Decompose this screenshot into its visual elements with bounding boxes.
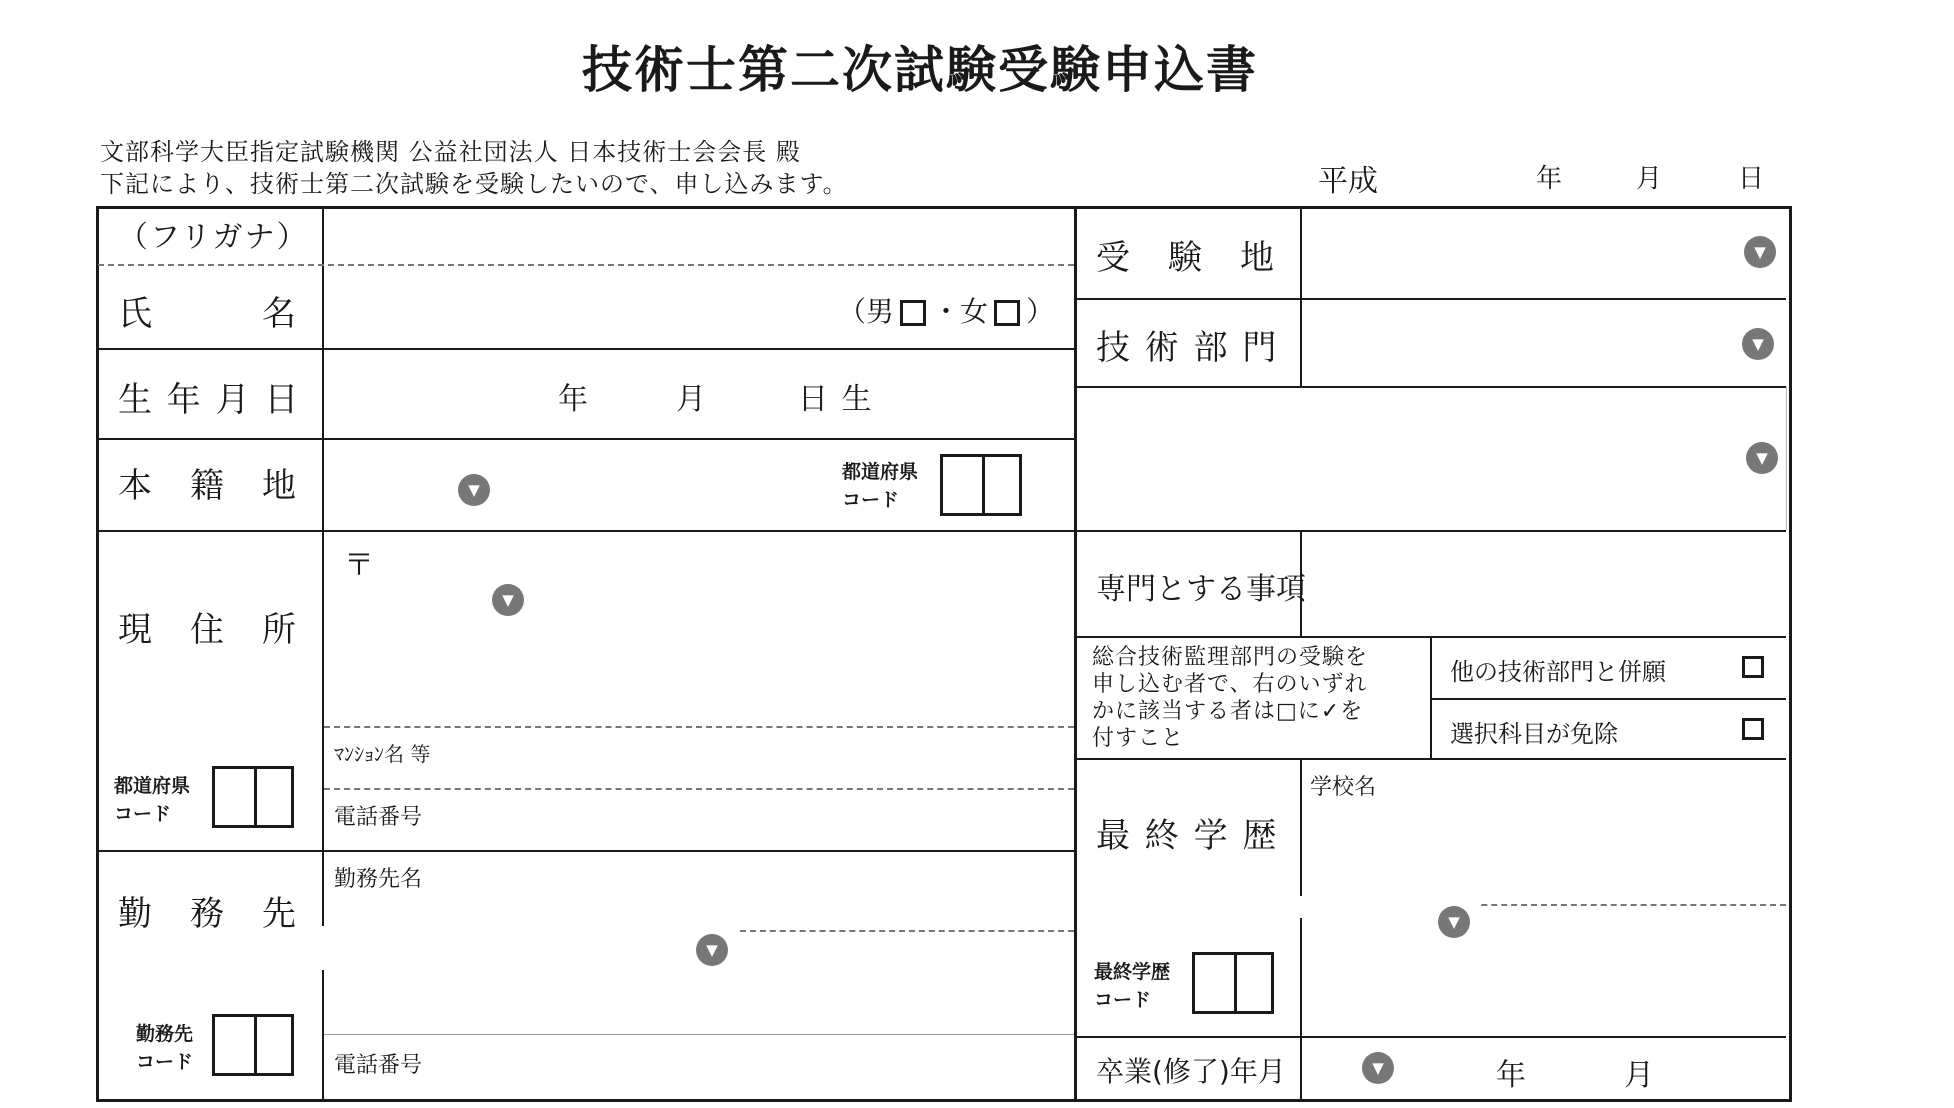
graduation-month-label: 月 xyxy=(1624,1058,1656,1093)
work-label: 勤 務 先 xyxy=(118,894,298,934)
graduation-dropdown-icon[interactable]: ▼ xyxy=(1362,1052,1394,1084)
honseki-code-label xyxy=(842,458,918,514)
address-pref-code-box[interactable] xyxy=(212,766,294,828)
gender-close: ） xyxy=(1026,295,1055,328)
honseki-code-label-2: コード xyxy=(842,489,900,511)
sogo-option-divider xyxy=(1432,698,1786,700)
right-label-divider-1 xyxy=(1300,206,1302,386)
address-label: 現 住 所 xyxy=(118,610,298,650)
dept-row-bottom xyxy=(1076,386,1786,388)
exam-site-label: 受 験 地 xyxy=(1096,238,1276,278)
school-name-label: 学校名 xyxy=(1310,775,1377,800)
birth-year-label: 年 xyxy=(558,382,590,417)
center-divider xyxy=(1074,206,1077,1099)
era-label: 平成 xyxy=(1318,164,1378,199)
sogo-note-line-4: 付すこと xyxy=(1092,726,1185,751)
sogo-note-line-1: 総合技術監理部門の受験を xyxy=(1092,645,1369,670)
statement-line: 下記により、技術士第二次試験を受験したいので、申し込みます。 xyxy=(100,170,848,198)
right-label-divider-3 xyxy=(1300,758,1302,1099)
birth-day-label: 日 生 xyxy=(798,382,874,417)
address-phone-label: 電話番号 xyxy=(334,805,423,830)
work-code-label xyxy=(136,1020,193,1076)
honseki-dropdown-icon[interactable]: ▼ xyxy=(458,474,490,506)
option-concurrent-label: 他の技術部門と併願 xyxy=(1450,658,1666,686)
sogo-row-bottom xyxy=(1076,758,1786,760)
exam-site-dropdown-icon[interactable]: ▼ xyxy=(1744,236,1776,268)
dept-label: 技 術 部 門 xyxy=(1096,328,1279,368)
honseki-row-bottom xyxy=(98,530,1074,532)
education-code-box[interactable] xyxy=(1192,952,1274,1014)
gender-open: （ xyxy=(838,295,867,328)
graduation-label: 卒業(修了)年月 xyxy=(1096,1055,1286,1088)
honseki-code-label-1: 都道府県 xyxy=(842,461,919,483)
male-checkbox[interactable] xyxy=(900,300,926,326)
subject-row-bottom xyxy=(1076,530,1786,532)
sogo-note xyxy=(1092,644,1368,752)
subject-right-edge xyxy=(1786,386,1787,530)
birth-month-label: 月 xyxy=(676,382,708,417)
address-code-label xyxy=(114,772,190,828)
sogo-note-line-2: 申し込む者で、右のいずれ xyxy=(1092,672,1368,697)
honseki-label: 本 籍 地 xyxy=(118,466,298,506)
addressee-line: 文部科学大臣指定試験機関 公益社団法人 日本技術士会会長 殿 xyxy=(100,138,801,166)
male-label: 男 xyxy=(866,295,895,328)
address-code-label-2: コード xyxy=(114,803,172,825)
date-year-label: 年 xyxy=(1536,164,1563,194)
address-row-bottom xyxy=(98,850,1074,852)
birth-row-bottom xyxy=(98,438,1074,440)
address-dash-1 xyxy=(324,726,1074,728)
work-code-label-1: 勤務先 xyxy=(136,1023,194,1045)
address-dash-2 xyxy=(324,788,1074,790)
birth-label: 生 年 月 日 xyxy=(118,380,301,420)
form-title: 技術士第二次試験受験申込書 xyxy=(582,40,1258,99)
work-phone-label: 電話番号 xyxy=(334,1053,423,1078)
option-exempt-checkbox[interactable] xyxy=(1742,718,1764,740)
gender-selector xyxy=(838,290,1054,330)
furigana-dash xyxy=(98,264,1074,266)
school-dropdown-icon[interactable]: ▼ xyxy=(1438,906,1470,938)
education-code-label-2: コード xyxy=(1094,989,1152,1011)
work-dropdown-icon[interactable]: ▼ xyxy=(696,934,728,966)
mansion-label: ﾏﾝｼｮﾝ名 等 xyxy=(334,742,431,766)
option-exempt-label: 選択科目が免除 xyxy=(1450,720,1618,748)
name-row-bottom xyxy=(98,348,1074,350)
furigana-label: （フリガナ） xyxy=(118,220,309,255)
address-dropdown-icon[interactable]: ▼ xyxy=(492,584,524,616)
date-day-label: 日 xyxy=(1738,164,1765,194)
subject-dropdown-icon[interactable]: ▼ xyxy=(1746,442,1778,474)
female-checkbox[interactable] xyxy=(994,300,1020,326)
specialty-label: 専門とする事項 xyxy=(1096,572,1306,607)
work-phone-line xyxy=(324,1034,1074,1035)
education-row-bottom xyxy=(1076,1036,1786,1038)
female-label: 女 xyxy=(960,295,989,328)
graduation-year-label: 年 xyxy=(1496,1058,1528,1093)
education-code-label-1: 最終学歴 xyxy=(1094,961,1171,983)
site-row-bottom xyxy=(1076,298,1786,300)
option-concurrent-checkbox[interactable] xyxy=(1742,656,1764,678)
dept-dropdown-icon[interactable]: ▼ xyxy=(1742,328,1774,360)
honseki-pref-code-box[interactable] xyxy=(940,454,1022,516)
gender-dot: ・ xyxy=(932,295,961,328)
address-code-label-1: 都道府県 xyxy=(114,775,191,797)
postal-mark: 〒 xyxy=(344,548,376,583)
work-name-label: 勤務先名 xyxy=(334,867,423,892)
education-code-label xyxy=(1094,958,1170,1014)
work-code-label-2: コード xyxy=(136,1051,194,1073)
education-label: 最 終 学 歴 xyxy=(1096,816,1279,856)
sogo-note-line-3: かに該当する者は□に✓を xyxy=(1092,699,1364,724)
date-month-label: 月 xyxy=(1636,164,1663,194)
work-code-box[interactable] xyxy=(212,1014,294,1076)
name-label: 氏 名 xyxy=(118,294,298,334)
work-dash xyxy=(740,930,1074,932)
